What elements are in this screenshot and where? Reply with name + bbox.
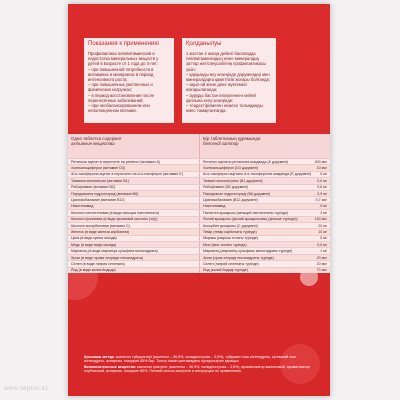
table-row	[68, 216, 330, 222]
indications-body-ru: Профилактика гиповитаминозов и недостатка минеральных веществ у детей в возрасте от 1 года до 4-лет:	[88, 51, 159, 67]
row-label-kk: Марганец (марганец сульфаты моногидраты түрінде)	[203, 249, 293, 254]
row-cell-kk	[199, 248, 330, 253]
row-label-ru: Никотинамид	[71, 204, 94, 209]
excipients-label-ru: Вспомогательные вещества:	[84, 365, 136, 370]
row-label-kk: Мырыш (мырыш тотығы түрінде)	[203, 236, 258, 241]
excipients-kk	[84, 355, 314, 364]
row-label-ru: Пиридоксина гидрохлорид (витамин В6)	[71, 191, 139, 196]
row-label-ru: Цинк (в виде цинка оксида)	[71, 236, 117, 241]
table-row	[68, 203, 330, 209]
row-label-kk: Хром (хром хлориді гексагидраты түрінде)	[203, 255, 274, 260]
table-body	[68, 158, 330, 273]
table-row	[68, 190, 330, 196]
table-row	[68, 228, 330, 234]
indications-list-kk	[186, 72, 272, 114]
row-label-kk: Темір (темір карбонаты түрінде)	[203, 229, 257, 234]
table-row	[68, 260, 330, 266]
row-amount: 1 мг	[320, 249, 327, 254]
table-header	[68, 134, 330, 158]
row-amount: 400 мкг	[314, 159, 327, 164]
row-amount: 20 мкг	[316, 255, 327, 260]
excipients-text-ru: ксилитол гранулят (ксилитол – 96,5%, полидекстроза – 3,5%), ароматизатор малиновый, ароматизатор клубничный, аспартам, глицерин 85%. Полный список смотрите в инструкции по применению.	[84, 365, 310, 374]
row-label-kk: Холекальциферол (D3 дәрумені)	[203, 166, 259, 171]
excipients-ru	[84, 365, 314, 374]
row-cell-kk	[199, 191, 330, 196]
table-row	[68, 235, 330, 241]
table-row	[68, 241, 330, 247]
row-label-ru: Рибофлавин (витамин В2)	[71, 185, 116, 190]
row-cell-kk	[199, 172, 330, 177]
row-label-kk: Тиамин мононитраты (В1 дәрумені)	[203, 178, 263, 183]
list-item: – при несбалансированном или неполноценном питании.	[88, 103, 150, 114]
row-cell-kk	[199, 261, 330, 266]
excipients-label-kk: Қосымша заттар:	[84, 355, 115, 359]
indications-list-ru	[88, 67, 170, 114]
header-subtitle-kk: белсенді заттар	[203, 141, 239, 146]
excipients-section	[84, 355, 314, 375]
row-amount: 0,6 мг	[317, 178, 327, 183]
table-header-left	[68, 134, 199, 158]
watermark-logo: www.neptun.kz	[4, 386, 49, 392]
list-item: – ауруды бастан өткергеннен кейінгі қалпына келу кезеңінде;	[186, 92, 257, 103]
row-amount: 9 мг	[320, 204, 327, 209]
row-label-kk: Рибофлавин (В2 дәрумені)	[203, 185, 249, 190]
table-row	[68, 177, 330, 183]
row-amount: 5 мг	[320, 172, 327, 177]
row-label-ru: Медь (в виде меди оксида)	[71, 242, 117, 247]
row-amount: 0,8 мг	[317, 185, 327, 190]
table-row	[68, 267, 330, 273]
list-item: – қарқынды өсу кезеңінде дәрумендер мен минералдарға қажеттілік жоғары болғанда;	[186, 71, 271, 83]
table-row	[68, 209, 330, 215]
row-label-kk: Фолий қышқылы (фолий қышқылының (ерекше түрінде))	[203, 217, 298, 222]
row-amount: 20 мг	[318, 223, 327, 228]
row-amount: 0,5 мг	[317, 242, 327, 247]
row-label-kk: dl-α-токоферол ацетаты d-α-токоферолға шаққанда (Е дәрумені)	[203, 172, 312, 177]
table-row	[68, 164, 330, 170]
row-cell-kk	[199, 185, 330, 190]
table-header-right	[199, 134, 330, 158]
row-label-kk: Аскорбин қышқылы (С дәрумені)	[203, 223, 258, 228]
row-label-ru: Кислота пантотеновая (в виде кальция пантотената)	[71, 210, 159, 215]
row-cell-kk	[199, 217, 330, 222]
row-cell-kk	[199, 236, 330, 241]
row-amount: 150 мкг	[314, 217, 327, 222]
table-row	[68, 196, 330, 202]
list-item: – теңдестірілмеген немесе толыққанды емес тамақтанғанда.	[186, 103, 263, 114]
row-label-kk: Цианокобаламин (В12 дәрумені)	[203, 198, 258, 203]
row-cell-kk	[199, 210, 330, 215]
list-item: – ақыл-ой және дене жүктемесі жоғарылағанда;	[186, 82, 248, 93]
indications-panel-ru	[84, 38, 174, 123]
indications-panel-kk	[182, 38, 276, 123]
composition-table	[68, 134, 330, 273]
table-row	[68, 171, 330, 177]
row-label-kk: Ретинол ацетаты ретинолға шаққанда (А дәрумені)	[203, 159, 289, 164]
row-label-ru: Цианокобаламин (витамин В12)	[71, 198, 125, 203]
table-row	[68, 254, 330, 260]
row-cell-kk	[199, 165, 330, 170]
table-row	[68, 222, 330, 228]
row-cell-kk	[199, 229, 330, 234]
row-label-kk: Пиридоксин гидрохлориді (В6 дәрумені)	[203, 191, 271, 196]
row-cell-kk	[199, 242, 330, 247]
row-label-ru: Ретинола ацетат в пересчете на ретинол (витамин А)	[71, 159, 161, 164]
row-cell-kk	[199, 255, 330, 260]
row-cell-kk	[199, 223, 330, 228]
row-cell-kk	[199, 197, 330, 202]
row-label-kk: Пантотен қышқылы (кальций пантотенаты түрінде)	[203, 210, 289, 215]
row-label-ru: Марганец (в виде марганца сульфата моногидрата)	[71, 249, 158, 254]
list-item: – в период восстановления после перенесённых заболеваний;	[88, 92, 154, 103]
row-amount: 5 мг	[320, 236, 327, 241]
row-label-ru: Йод (в виде калия йодида)	[71, 268, 116, 273]
row-label-kk: Йод (калий йодиді түрінде)	[203, 268, 248, 273]
list-item: – при повышенных умственных и физических нагрузках;	[88, 82, 153, 93]
row-label-kk: Мыс (мыс тотығы түрінде)	[203, 242, 247, 247]
row-label-ru: Тиамина мононитрат (витамин В1)	[71, 178, 129, 183]
row-amount: 0,9 мг	[317, 191, 327, 196]
row-label-ru: Железо (в виде железа карбоната)	[71, 229, 130, 234]
row-cell-kk	[199, 204, 330, 209]
row-cell-kk	[199, 159, 330, 164]
indications-title-kk: Қолданылуы	[186, 41, 222, 47]
row-label-ru: Хром (в виде хрома хлорида гексагидрата)	[71, 255, 144, 260]
row-cell-kk	[199, 178, 330, 183]
row-amount: 10 мкг	[316, 166, 327, 171]
header-title-kk: Бір таблетканың құрамында	[203, 136, 261, 141]
table-row	[68, 184, 330, 190]
row-label-kk: Селен (натрий селенаты түрінде)	[203, 261, 259, 266]
excipients-text-kk: ксилитол түйіршіктері (ксилитол – 96,5%, полидекстроза – 3,5%), түйіршікті хош иістендіргіш, күлпынай хош иістендіргіш, аспартам, глицерин 85% бар. Толық тізімін қаптамадағы нұсқаулықтан қараңыз.	[84, 355, 296, 364]
row-label-kk: Никотинамид	[203, 204, 226, 209]
table-row	[68, 247, 330, 253]
row-cell-kk	[199, 268, 330, 273]
header-title-ru: Одна таблетка содержит	[71, 136, 122, 141]
row-label-ru: Кислота фолиевая (в виде фолиевой кислоты (ч/р))	[71, 217, 158, 222]
row-amount: 70 мкг	[316, 268, 327, 273]
row-amount: 20 мкг	[316, 261, 327, 266]
row-label-ru: Кислота аскорбиновая (витамин С)	[71, 223, 130, 228]
header-subtitle-ru: активные вещества	[71, 141, 115, 146]
row-amount: 3 мг	[320, 210, 327, 215]
row-amount: 10 мг	[318, 229, 327, 234]
row-label-ru: dl-α-токоферола ацетат в пересчете на d-α-токоферол (витамин Е)	[71, 172, 183, 177]
row-amount: 0,7 мкг	[315, 198, 327, 203]
list-item: – при повышенной потребности в витаминах и минералах в период интенсивного роста;	[88, 66, 154, 83]
row-label-ru: Холекальциферол (витамин D3)	[71, 166, 125, 171]
table-row	[68, 158, 330, 164]
indications-body-kk: 1 жастан 4 жасқа дейінгі балаларда гиповитаминоздың және минералдық заттар жетіспеушілігінің профилактикасы үшін:	[186, 51, 267, 72]
indications-title-ru: Показания к применению	[88, 41, 159, 47]
row-label-ru: Селен (в виде натрия селената)	[71, 261, 125, 266]
